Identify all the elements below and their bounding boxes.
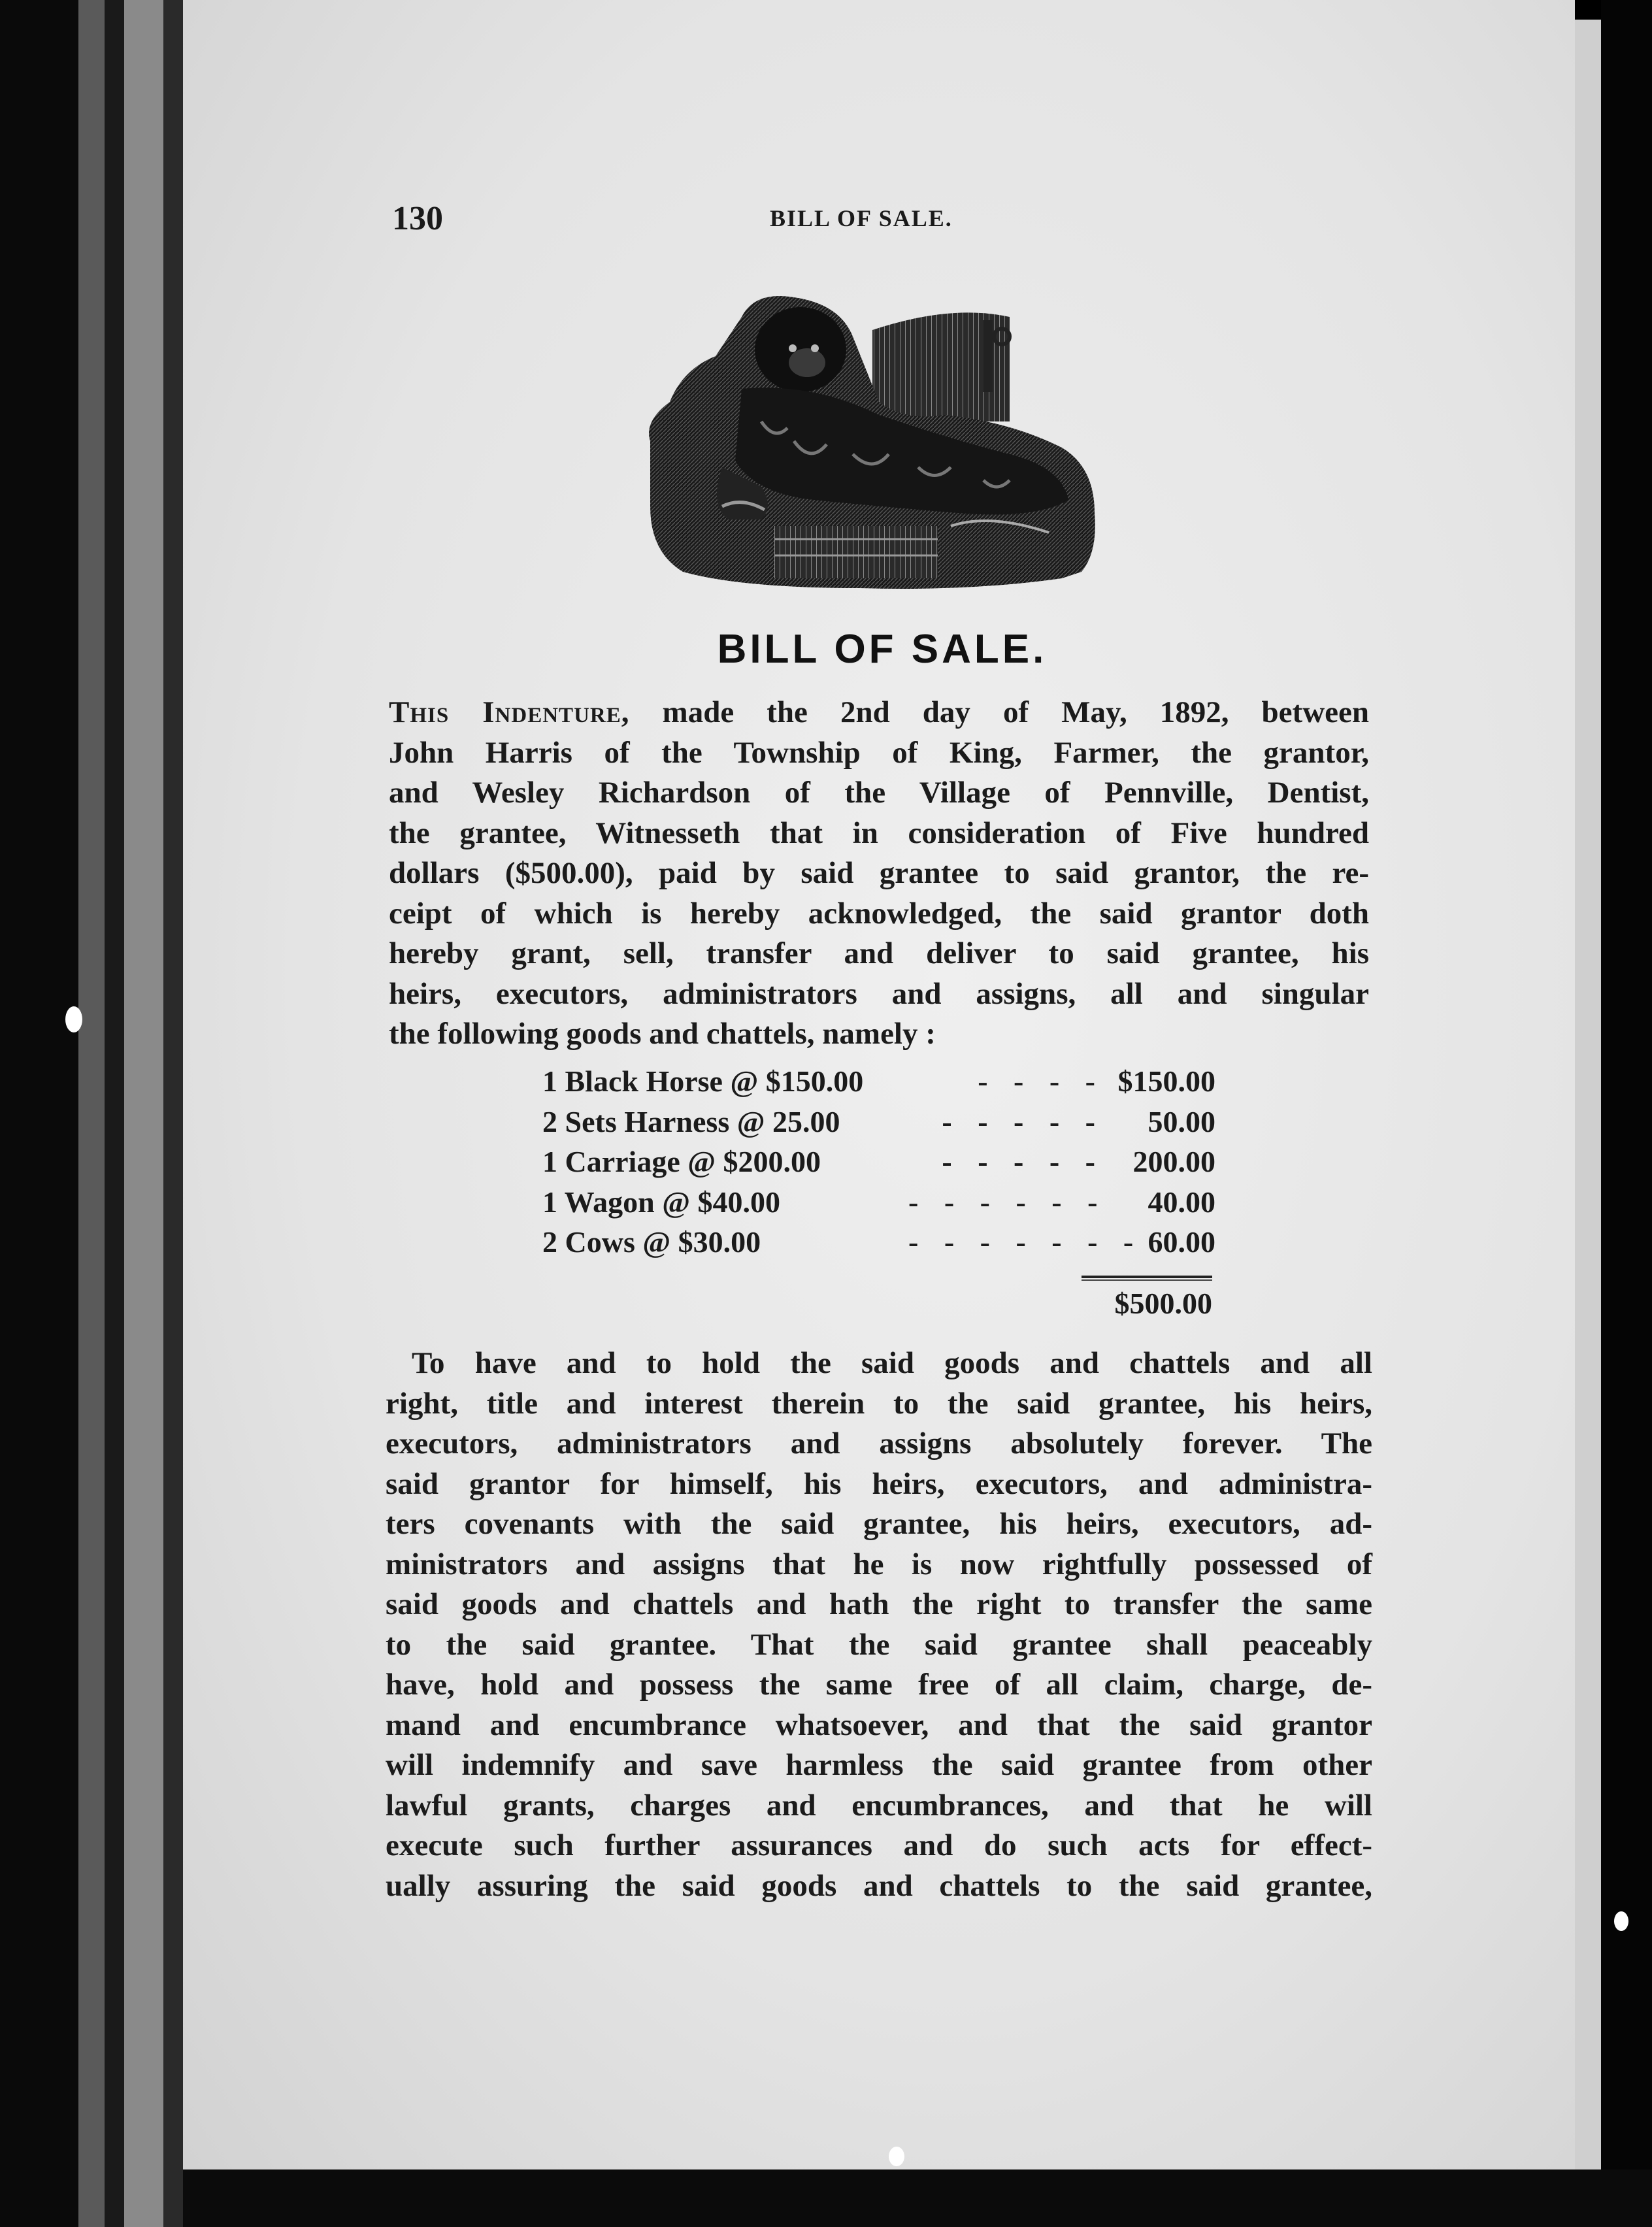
text-line: said grantor for himself, his heirs, executors, and administra- (386, 1466, 1372, 1501)
leader-dots: - - - - - - - (908, 1225, 1143, 1259)
item-amount: 200.00 (1132, 1145, 1215, 1178)
text-line: have, hold and possess the same free of all claim, charge, de- (386, 1668, 1372, 1702)
text-line: heirs, executors, administrators and assigns, all and singular (389, 976, 1369, 1011)
scan-border-right (1601, 0, 1652, 2227)
text-line: the grantee, Witnesseth that in consideration of Five hundred (389, 816, 1369, 850)
text-line: and Wesley Richardson of the Village of Pennville, Dentist, (389, 776, 1369, 810)
list-item (542, 1225, 1215, 1265)
text-line: right, title and interest therein to the said grantee, his heirs, (386, 1386, 1372, 1421)
text-line: ministrators and assigns that he is now rightfully possessed of (386, 1547, 1372, 1581)
book-edge-stripe (105, 0, 124, 2227)
text-line: To have and to hold the said goods and chattels and all (412, 1346, 1372, 1380)
scan-border-bottom (183, 2169, 1652, 2227)
item-amount: 60.00 (1148, 1225, 1215, 1259)
running-head (392, 199, 1647, 239)
item-amount: 40.00 (1148, 1185, 1215, 1219)
book-edge-dark (0, 0, 78, 2227)
item-description: 2 Sets Harness @ 25.00 (542, 1104, 840, 1138)
dog-engraving-icon (644, 291, 1101, 591)
text-line: mand and encumbrance whatsoever, and that the said grantor (386, 1707, 1372, 1742)
item-description: 1 Carriage @ $200.00 (542, 1145, 821, 1178)
running-title: BILL OF SALE. (770, 205, 953, 231)
list-item (542, 1104, 1215, 1145)
total-rule (1082, 1279, 1212, 1281)
text-line: ters covenants with the said grantee, his heirs, executors, ad- (386, 1507, 1372, 1541)
leader-dots: - - - - - (942, 1104, 1104, 1138)
text-line: will indemnify and save harmless the said grantee from other (386, 1748, 1372, 1782)
text-line: said goods and chattels and hath the right to transfer the same (386, 1587, 1372, 1621)
leader-dots: - - - - (978, 1064, 1104, 1098)
text-line: dollars ($500.00), paid by said grantee to said grantor, the re- (389, 856, 1369, 890)
text-line: hereby grant, sell, transfer and deliver to said grantee, his (389, 936, 1369, 970)
document-title: BILL OF SALE. (717, 627, 1048, 672)
leader-dots: - - - - - - (908, 1185, 1107, 1219)
text-line: the following goods and chattels, namely : (389, 1017, 936, 1051)
text-line: ceipt of which is hereby acknowledged, the said grantor doth (389, 896, 1369, 931)
item-amount: $150.00 (1117, 1064, 1215, 1098)
lead-in: This Indenture, (389, 695, 630, 729)
total-rule (1082, 1276, 1212, 1278)
list-item (542, 1144, 1215, 1185)
text-line: lawful grants, charges and encumbrances, and that he will (386, 1788, 1372, 1823)
leader-dots: - - - - - (942, 1145, 1104, 1178)
text-line: to the said grantee. That the said grantee shall peaceably (386, 1627, 1372, 1662)
text-line: ually assuring the said goods and chattels to the said grantee, (386, 1868, 1372, 1903)
list-item (542, 1064, 1215, 1104)
item-description: 1 Wagon @ $40.00 (542, 1185, 781, 1219)
text-line: executors, administrators and assigns absolutely forever. The (386, 1427, 1372, 1460)
indenture-paragraph (389, 693, 1369, 1055)
text-line: John Harris of the Township of King, Farmer, the grantor, (389, 735, 1369, 770)
text-line: execute such further assurances and do such acts for effect- (386, 1828, 1372, 1862)
text-line (389, 693, 1369, 733)
dust-speck (65, 1006, 82, 1032)
covenant-paragraph (386, 1344, 1372, 1906)
total-amount: $500.00 (1114, 1287, 1212, 1320)
line-text: made the 2nd day of May, 1892, between (629, 695, 1369, 729)
dust-speck (889, 2147, 904, 2166)
item-amount: 50.00 (1148, 1104, 1215, 1138)
item-description: 2 Cows @ $30.00 (542, 1225, 761, 1259)
book-edge-stripe (124, 0, 163, 2227)
next-page-edge (1575, 20, 1601, 2176)
list-item (542, 1185, 1215, 1225)
item-description: 1 Black Horse @ $150.00 (542, 1064, 864, 1098)
book-edge-stripe (163, 0, 183, 2227)
page-number: 130 (392, 200, 443, 237)
goods-list (542, 1064, 1215, 1265)
dust-speck (1614, 1911, 1628, 1931)
book-edge-stripe (78, 0, 105, 2227)
